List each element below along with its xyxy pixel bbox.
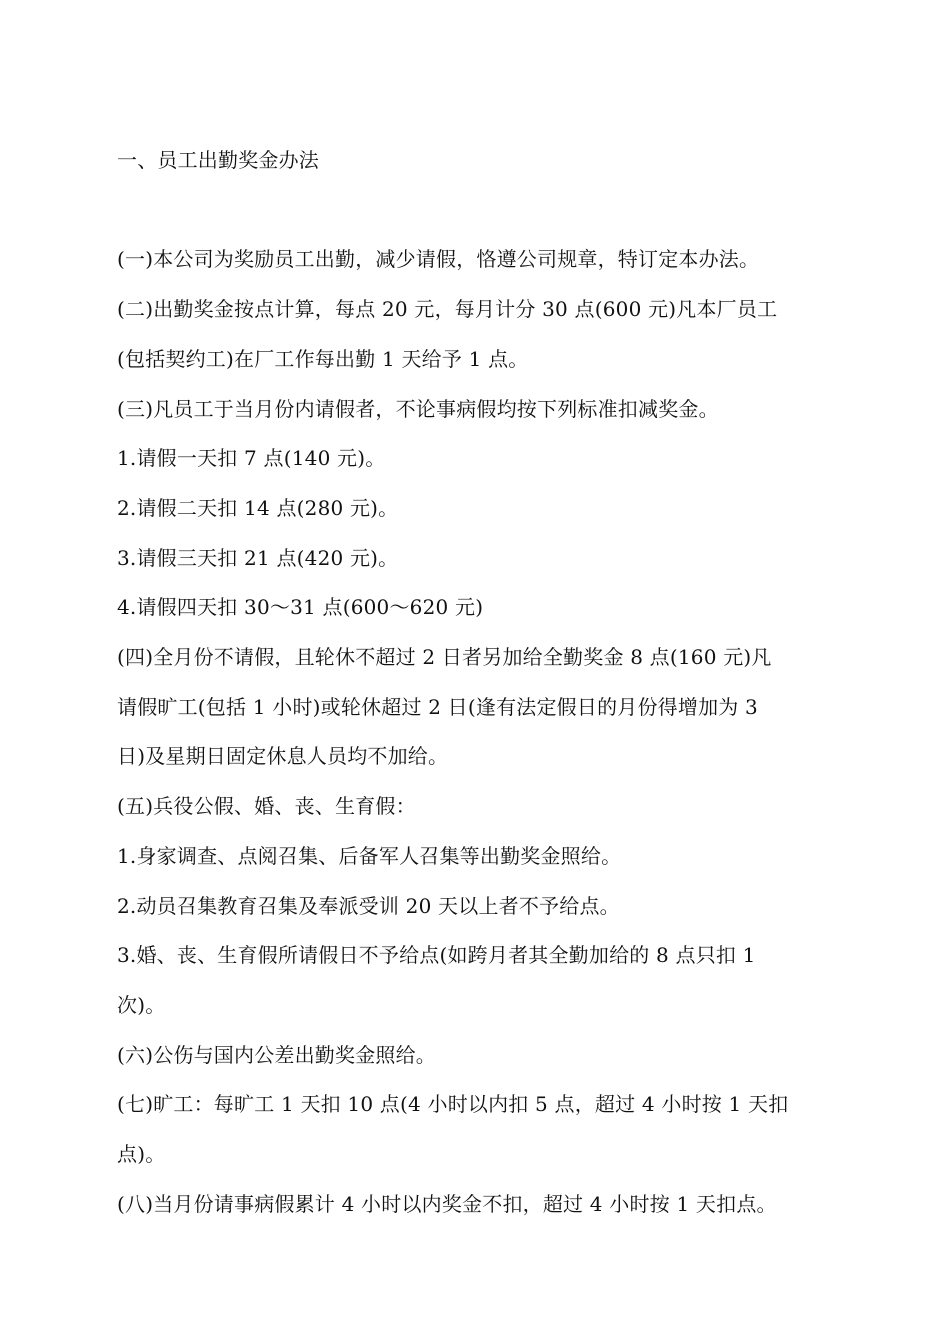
- text-line-17: (六)公伤与国内公差出勤奖金照给。: [117, 1042, 437, 1067]
- text-line-4: (三)凡员工于当月份内请假者，不论事病假均按下列标准扣减奖金。: [117, 396, 719, 421]
- text-line-12: (五)兵役公假、婚、丧、生育假：: [117, 794, 416, 819]
- text-line-8: 4.请假四天扣 30～31 点(600～620 元): [117, 595, 484, 620]
- section-heading: 一、员工出勤奖金办法: [117, 148, 319, 172]
- text-line-2: (二)出勤奖金按点计算，每点 20 元，每月计分 30 点(600 元)凡本厂员工: [117, 297, 778, 322]
- text-line-18: (七)旷工：每旷工 1 天扣 10 点(4 小时以内扣 5 点，超过 4 小时按 1 天扣: [117, 1092, 789, 1117]
- text-line-1: (一)本公司为奖励员工出勤，减少请假，恪遵公司规章，特订定本办法。: [117, 247, 760, 272]
- text-line-20: (八)当月份请事病假累计 4 小时以内奖金不扣，超过 4 小时按 1 天扣点。: [117, 1191, 777, 1216]
- text-line-14: 2.动员召集教育召集及奉派受训 20 天以上者不予给点。: [117, 893, 620, 918]
- text-line-16: 次)。: [117, 992, 166, 1017]
- document-body: [117, 136, 837, 1229]
- text-line-7: 3.请假三天扣 21 点(420 元)。: [117, 545, 399, 570]
- text-line-13: 1.身家调查、点阅召集、后备军人召集等出勤奖金照给。: [117, 843, 622, 868]
- text-line-15: 3.婚、丧、生育假所请假日不予给点(如跨月者其全勤加给的 8 点只扣 1: [117, 943, 756, 968]
- text-line-5: 1.请假一天扣 7 点(140 元)。: [117, 446, 386, 471]
- text-line-19: 点)。: [117, 1142, 166, 1167]
- text-line-6: 2.请假二天扣 14 点(280 元)。: [117, 495, 399, 520]
- text-line-9: (四)全月份不请假，且轮休不超过 2 日者另加给全勤奖金 8 点(160 元)凡: [117, 645, 772, 670]
- text-line-10: 请假旷工(包括 1 小时)或轮休超过 2 日(逢有法定假日的月份得增加为 3: [117, 694, 758, 719]
- text-line-11: 日)及星期日固定休息人员均不加给。: [117, 744, 449, 769]
- text-line-3: (包括契约工)在厂工作每出勤 1 天给予 1 点。: [117, 346, 529, 371]
